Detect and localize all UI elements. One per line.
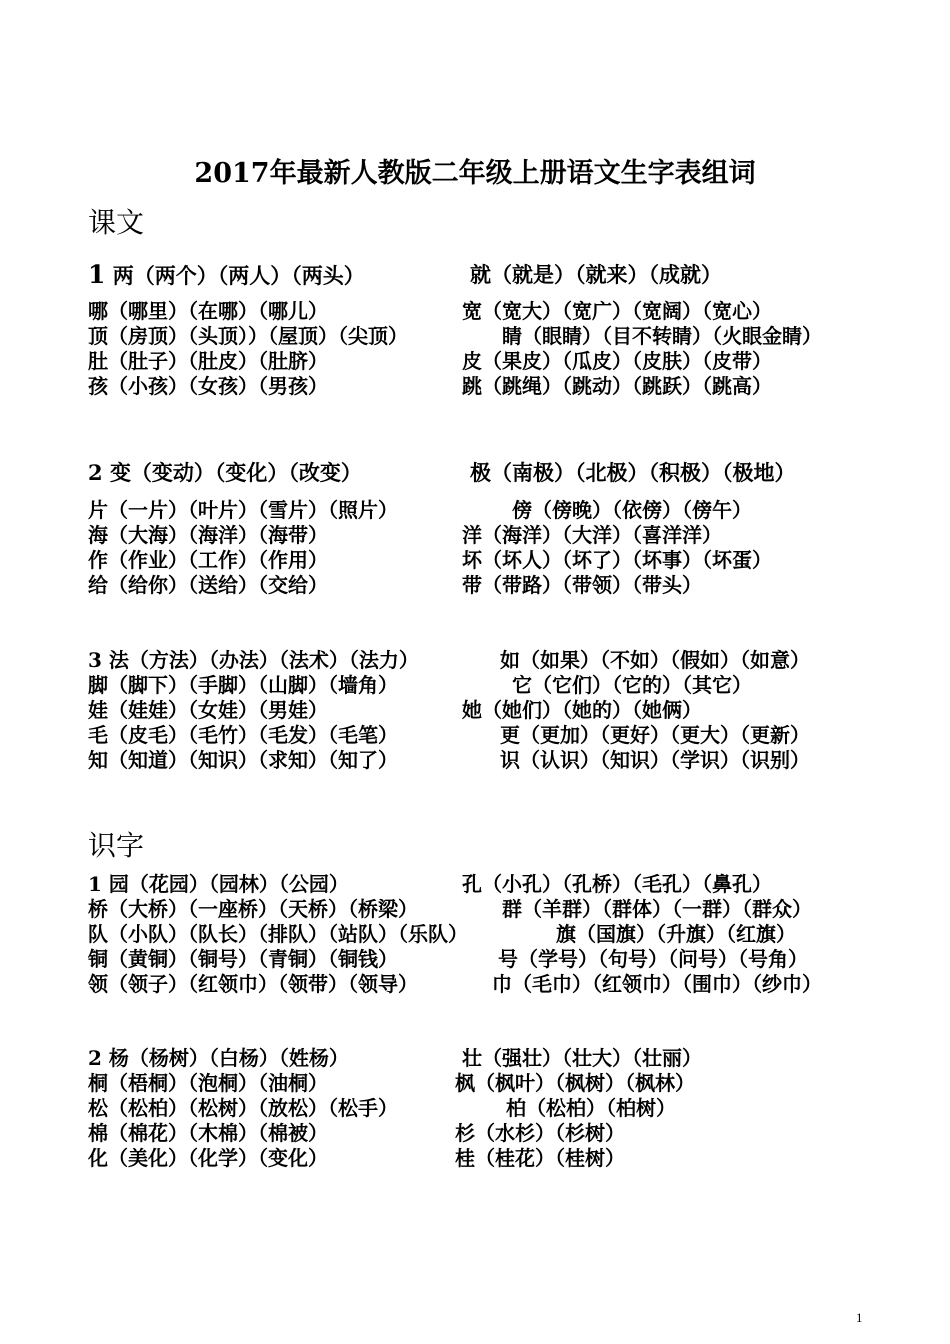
row-left: 片（一片）（叶片）（雪片）（照片）	[88, 498, 398, 522]
row-right: 桂（桂花）（桂树）	[455, 1146, 625, 1170]
section-heading-shizi: 识字	[88, 829, 145, 862]
row-right: 带（带路）（带领）（带头）	[462, 573, 702, 597]
row-right: 睛（眼睛）（目不转睛）（火眼金睛）	[502, 324, 822, 348]
row-left: 娃（娃娃）（女娃）（男娃）	[88, 698, 328, 722]
row-left: 海（大海）（海洋）（海带）	[88, 523, 328, 547]
row-left: 脚（脚下）（手脚）（山脚）（墙角）	[88, 673, 398, 697]
row-left: 1 两（两个）（两人）（两头）	[88, 260, 365, 289]
row-left: 桐（梧桐）（泡桐）（油桐）	[88, 1071, 328, 1095]
row-right: 就（就是）（就来）（成就）	[470, 262, 722, 287]
page-number: 1	[856, 1310, 863, 1325]
lesson-number: 3	[88, 648, 102, 672]
row-left: 2 变（变动）（变化）（改变）	[88, 460, 362, 485]
row-left: 队（小队）（队长）（排队）（站队）（乐队）	[88, 922, 468, 946]
lesson-number: 1	[88, 260, 106, 289]
row-left: 桥（大桥）（一座桥）（天桥）（桥梁）	[88, 897, 418, 921]
row-left: 肚（肚子）（肚皮）（肚脐）	[88, 349, 328, 373]
lesson-number: 2	[88, 460, 103, 485]
row-right: 皮（果皮）（瓜皮）（皮肤）（皮带）	[462, 349, 772, 373]
section-heading-kewen: 课文	[88, 206, 145, 239]
document-title: 2017年最新人教版二年级上册语文生字表组词	[194, 158, 756, 189]
lesson-number: 2	[88, 1046, 102, 1070]
row-left: 哪（哪里）（在哪）（哪儿）	[88, 299, 328, 323]
row-right: 壮（强壮）（壮大）（壮丽）	[462, 1046, 702, 1070]
row-right: 群（羊群）（群体）（一群）（群众）	[502, 897, 812, 921]
row-right: 号（学号）（句号）（问号）（号角）	[498, 947, 808, 971]
row-left: 棉（棉花）（木棉）（棉被）	[88, 1121, 328, 1145]
row-right: 极（南极）（北极）（积极）（极地）	[470, 460, 796, 485]
row-right: 坏（坏人）（坏了）（坏事）（坏蛋）	[462, 548, 772, 572]
row-left: 孩（小孩）（女孩）（男孩）	[88, 374, 328, 398]
row-left: 领（领子）（红领巾）（领带）（领导）	[88, 972, 418, 996]
row-left: 1 园（花园）（园林）（公园）	[88, 872, 349, 896]
row-left: 知（知道）（知识）（求知）（知了）	[88, 748, 398, 772]
row-right: 旗（国旗）（升旗）（红旗）	[556, 922, 796, 946]
row-right: 枫（枫叶）（枫树）（枫林）	[455, 1071, 695, 1095]
row-right: 如（如果）（不如）（假如）（如意）	[500, 648, 810, 672]
row-right: 更（更加）（更好）（更大）（更新）	[500, 723, 810, 747]
row-left: 3 法（方法）（办法）（法术）（法力）	[88, 648, 419, 672]
row-right: 她（她们）（她的）（她俩）	[462, 698, 702, 722]
row-right: 孔（小孔）（孔桥）（毛孔）（鼻孔）	[462, 872, 772, 896]
row-left: 顶（房顶）（头顶））（屋顶）（尖顶）	[88, 324, 408, 348]
lesson-number: 1	[88, 872, 102, 896]
row-left: 作（作业）（工作）（作用）	[88, 548, 328, 572]
row-right: 傍（傍晚）（依傍）（傍午）	[512, 498, 752, 522]
row-right: 它（它们）（它的）（其它）	[512, 673, 752, 697]
row-left: 松（松柏）（松树）（放松）（松手）	[88, 1096, 398, 1120]
row-left: 铜（黄铜）（铜号）（青铜）（铜钱）	[88, 947, 398, 971]
row-right: 宽（宽大）（宽广）（宽阔）（宽心）	[462, 299, 772, 323]
row-left: 毛（皮毛）（毛竹）（毛发）（毛笔）	[88, 723, 398, 747]
row-right: 洋（海洋）（大洋）（喜洋洋）	[462, 523, 722, 547]
row-right: 跳（跳绳）（跳动）（跳跃）（跳高）	[462, 374, 772, 398]
row-left: 2 杨（杨树）（白杨）（姓杨）	[88, 1046, 349, 1070]
row-right: 识（认识）（知识）（学识）（识别）	[500, 748, 810, 772]
row-left: 化（美化）（化学）（变化）	[88, 1146, 328, 1170]
row-right: 柏（松柏）（柏树）	[506, 1096, 676, 1120]
row-left: 给（给你）（送给）（交给）	[88, 573, 328, 597]
row-right: 巾（毛巾）（红领巾）（围巾）（纱巾）	[492, 972, 822, 996]
row-right: 杉（水杉）（杉树）	[455, 1121, 625, 1145]
